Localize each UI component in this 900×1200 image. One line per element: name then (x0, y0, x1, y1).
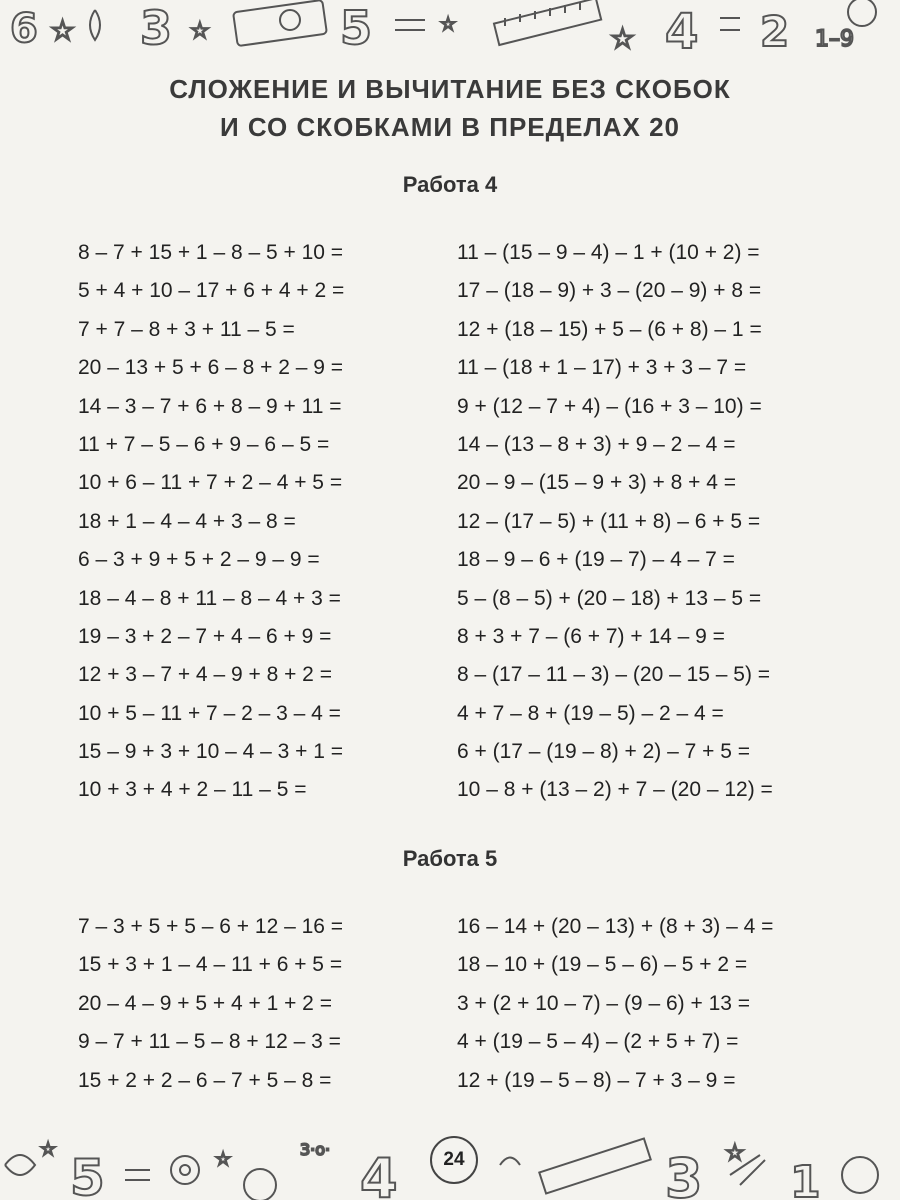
svg-text:☆: ☆ (440, 14, 457, 35)
svg-text:2: 2 (760, 7, 790, 56)
expression: 6 + (17 – (19 – 8) + 2) – 7 + 5 = (457, 740, 751, 764)
expression: 3 + (2 + 10 – 7) – (9 – 6) + 13 = (457, 991, 751, 1015)
expression: 12 + (18 – 15) + 5 – (6 + 8) – 1 = (457, 317, 762, 341)
expression: 18 – 10 + (19 – 5 – 6) – 5 + 2 = (457, 953, 748, 977)
expression: 7 – 3 + 5 + 5 – 6 + 12 – 16 = (78, 915, 344, 938)
expression: 9 – 7 + 11 – 5 – 8 + 12 – 3 = (78, 1030, 341, 1054)
expression: 15 + 3 + 1 – 4 – 11 + 6 + 5 = (78, 953, 343, 977)
work-5-title: Работа 5 (402, 846, 498, 871)
expression: 8 – (17 – 11 – 3) – (20 – 15 – 5) = (457, 663, 771, 687)
page-title-line-1: СЛОЖЕНИЕ И ВЫЧИТАНИЕ БЕЗ СКОБОК (169, 74, 731, 104)
svg-text:☆: ☆ (190, 19, 210, 44)
svg-text:5: 5 (340, 1, 373, 55)
svg-text:1: 1 (790, 1157, 821, 1200)
svg-text:☆: ☆ (725, 1141, 745, 1166)
expression: 16 – 14 + (20 – 13) + (8 + 3) – 4 = (457, 915, 774, 938)
expression: 17 – (18 – 9) + 3 – (20 – 9) + 8 = (457, 279, 762, 303)
expression: 20 – 4 – 9 + 5 + 4 + 1 + 2 = (78, 991, 332, 1015)
expression: 6 – 3 + 9 + 5 + 2 – 9 – 9 = (78, 548, 320, 572)
svg-text:1–9: 1–9 (815, 27, 854, 52)
expression: 14 – 3 – 7 + 6 + 8 – 9 + 11 = (78, 394, 342, 418)
expression: 10 + 6 – 11 + 7 + 2 – 4 + 5 = (78, 471, 343, 495)
expression: 7 + 7 – 8 + 3 + 11 – 5 = (78, 317, 295, 341)
expression: 14 – (13 – 8 + 3) + 9 – 2 – 4 = (457, 432, 736, 456)
work-4-right-column (457, 234, 773, 810)
expression: 5 – (8 – 5) + (20 – 18) + 13 – 5 = (457, 586, 762, 610)
expression: 11 – (15 – 9 – 4) – 1 + (10 + 2) = (457, 241, 760, 264)
expression: 15 + 2 + 2 – 6 – 7 + 5 – 8 = (78, 1068, 332, 1092)
work-4-left-column (78, 234, 344, 810)
expression: 10 – 8 + (13 – 2) + 7 – (20 – 12) = (457, 778, 773, 802)
svg-text:4: 4 (665, 4, 699, 60)
svg-text:3: 3 (665, 1147, 703, 1200)
work-5-left-column (78, 908, 343, 1100)
expression: 9 + (12 – 7 + 4) – (16 + 3 – 10) = (457, 394, 762, 418)
svg-text:3: 3 (140, 1, 173, 55)
page-title-line-2: И СО СКОБКАМИ В ПРЕДЕЛАХ 20 (220, 112, 680, 142)
svg-text:6: 6 (10, 6, 38, 52)
svg-text:☆: ☆ (215, 1149, 232, 1170)
expression: 18 + 1 – 4 – 4 + 3 – 8 = (78, 509, 296, 533)
expression: 18 – 9 – 6 + (19 – 7) – 4 – 7 = (457, 548, 735, 572)
expression: 15 – 9 + 3 + 10 – 4 – 3 + 1 = (78, 740, 344, 764)
svg-text:5: 5 (70, 1149, 105, 1200)
expression: 4 + (19 – 5 – 4) – (2 + 5 + 7) = (457, 1030, 739, 1054)
expression: 11 – (18 + 1 – 17) + 3 + 3 – 7 = (457, 356, 747, 380)
svg-text:3·o·: 3·o· (300, 1140, 331, 1159)
expression: 8 – 7 + 15 + 1 – 8 – 5 + 10 = (78, 241, 344, 264)
expression: 20 – 13 + 5 + 6 – 8 + 2 – 9 = (78, 356, 344, 380)
work-4-title: Работа 4 (402, 172, 498, 197)
work-5-right-column (457, 908, 773, 1100)
expression: 18 – 4 – 8 + 11 – 8 – 4 + 3 = (78, 586, 341, 610)
expression: 10 + 3 + 4 + 2 – 11 – 5 = (78, 778, 307, 802)
expression: 4 + 7 – 8 + (19 – 5) – 2 – 4 = (457, 701, 724, 725)
expression: 10 + 5 – 11 + 7 – 2 – 3 – 4 = (78, 701, 341, 725)
expression: 12 – (17 – 5) + (11 + 8) – 6 + 5 = (457, 509, 761, 533)
expression: 8 + 3 + 7 – (6 + 7) + 14 – 9 = (457, 624, 725, 648)
expression: 19 – 3 + 2 – 7 + 4 – 6 + 9 = (78, 624, 332, 648)
expression: 12 + (19 – 5 – 8) – 7 + 3 – 9 = (457, 1068, 736, 1092)
svg-text:☆: ☆ (50, 14, 76, 47)
page-number: 24 (430, 1136, 478, 1184)
expression: 5 + 4 + 10 – 17 + 6 + 4 + 2 = (78, 279, 345, 303)
svg-text:☆: ☆ (40, 1139, 57, 1160)
svg-text:4: 4 (360, 1147, 398, 1200)
expression: 12 + 3 – 7 + 4 – 9 + 8 + 2 = (78, 663, 332, 687)
top-doodle-border (0, 0, 900, 60)
expression: 20 – 9 – (15 – 9 + 3) + 8 + 4 = (457, 471, 737, 495)
svg-text:☆: ☆ (610, 22, 636, 55)
expression: 11 + 7 – 5 – 6 + 9 – 6 – 5 = (78, 432, 330, 456)
